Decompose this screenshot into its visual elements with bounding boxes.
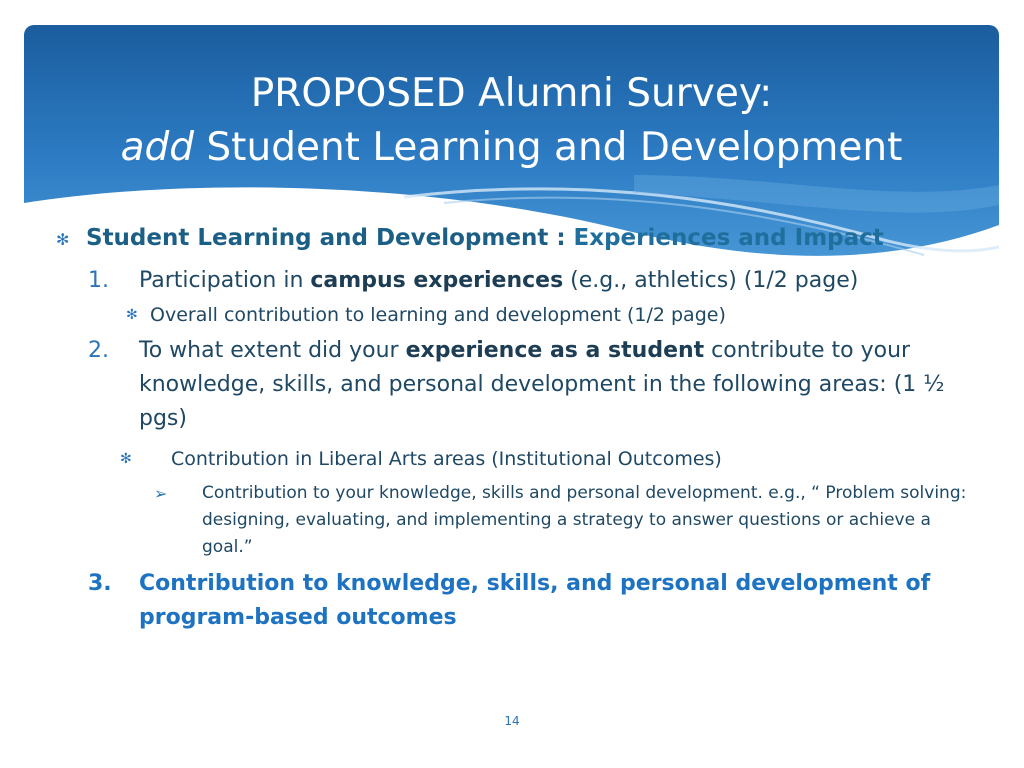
heading-tail-text: Experiences and Impact — [573, 225, 884, 251]
item-number: 1. — [88, 268, 109, 293]
item-text: To what extent did your — [139, 338, 406, 363]
sub-sub-bullet-text: Contribution to your knowledge, skills and personal development. e.g., “ Problem solving: designing, evaluating, and implementing a strategy to answer questions or achieve a goal.” — [202, 483, 967, 557]
item-bold-text: campus experiences — [310, 268, 564, 293]
asterisk-bullet-icon: ✻ — [126, 307, 138, 323]
item-text-after: contribute to your knowledge, skills, and personal development in the following areas: (1 ½ pgs) — [139, 338, 945, 431]
heading-bold-text: Student Learning and Development : — [86, 225, 574, 251]
item-number: 3. — [88, 571, 112, 596]
title-line-1: PROPOSED Alumni Survey: — [250, 71, 773, 116]
title-line-2 — [24, 121, 999, 175]
arrowhead-bullet-icon: ➢ — [154, 484, 168, 503]
sub-bullet-2 — [50, 444, 980, 474]
item-bold-text: experience as a student — [405, 338, 705, 363]
slide-body — [50, 217, 980, 635]
asterisk-bullet-icon: ✻ — [56, 230, 70, 249]
sub-bullet-1 — [50, 300, 980, 330]
slide-title — [24, 67, 999, 175]
item-text-after: (e.g., athletics) (1/2 page) — [563, 268, 859, 293]
list-item-3 — [50, 567, 980, 635]
sub-sub-bullet — [50, 480, 980, 561]
item-text: Contribution to knowledge, skills, and personal development of program-based outcomes — [139, 571, 931, 630]
asterisk-bullet-icon: ✻ — [120, 451, 132, 467]
list-item-1 — [50, 264, 980, 298]
title-italic-word: add — [120, 125, 195, 170]
item-text: Participation in — [139, 268, 311, 293]
page-number: 14 — [504, 714, 520, 728]
sub-bullet-text: Overall contribution to learning and development (1/2 page) — [150, 304, 726, 326]
item-number: 2. — [88, 338, 109, 363]
sub-bullet-text: Contribution in Liberal Arts areas (Institutional Outcomes) — [171, 448, 722, 470]
list-item-2 — [50, 334, 980, 436]
title-line-2-rest: Student Learning and Development — [194, 125, 903, 170]
bullet-heading — [50, 220, 980, 256]
